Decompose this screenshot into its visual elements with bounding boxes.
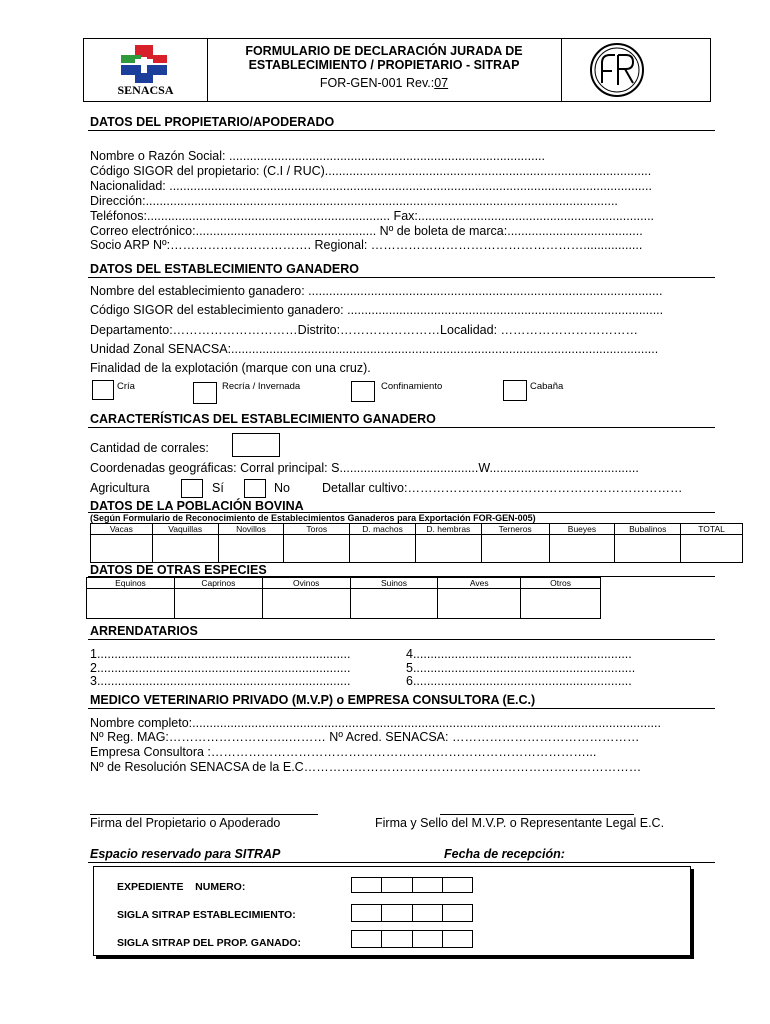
tenant-line[interactable]: 2......................................................................... bbox=[90, 661, 351, 675]
code-box[interactable] bbox=[412, 905, 442, 922]
bovine-cell-input[interactable] bbox=[615, 535, 681, 563]
sitrap-divider bbox=[88, 862, 715, 863]
bovine-subtitle: (Según Formulario de Reconocimiento de Establecimientos Ganaderos para Exportación FOR-GEN-005) bbox=[90, 513, 536, 523]
bovine-cell-input[interactable] bbox=[91, 535, 153, 563]
vet-section-title: MEDICO VETERINARIO PRIVADO (M.V.P) o EMPRESA CONSULTORA (E.C.) bbox=[90, 693, 536, 707]
option-cria-checkbox[interactable] bbox=[92, 380, 114, 400]
tenants-section-title: ARRENDATARIOS bbox=[90, 624, 198, 638]
sigla-prop-code-boxes bbox=[351, 930, 473, 948]
owner-divider bbox=[88, 130, 715, 131]
bovine-cell-input[interactable] bbox=[350, 535, 416, 563]
bovine-cell-input[interactable] bbox=[681, 535, 743, 563]
form-title-line1: FORMULARIO DE DECLARACIÓN JURADA DE bbox=[245, 44, 523, 58]
option-cria-label: Cría bbox=[117, 381, 135, 392]
owner-signature-line[interactable] bbox=[90, 814, 318, 815]
code-box[interactable] bbox=[442, 878, 472, 893]
bovine-cell-input[interactable] bbox=[284, 535, 350, 563]
expediente-code-boxes bbox=[351, 877, 473, 893]
owner-line[interactable]: Nombre o Razón Social: ........................................................................................... bbox=[90, 149, 545, 163]
bovine-input-row bbox=[91, 535, 743, 563]
vet-line[interactable]: Empresa Consultora :………………………………………………………………………………... bbox=[90, 745, 597, 759]
species-col-header: Equinos bbox=[87, 578, 175, 589]
code-box[interactable] bbox=[382, 878, 412, 893]
code-box[interactable] bbox=[412, 878, 442, 893]
sigla-est-code-boxes bbox=[351, 904, 473, 922]
owner-line[interactable]: Correo electrónico:.................................................... Nº de boleta de marca:....................................... bbox=[90, 224, 643, 238]
sigla-est-label: SIGLA SITRAP ESTABLECIMIENTO: bbox=[117, 909, 296, 921]
owner-line[interactable]: Socio ARP Nº:……………………………. Regional: ……………………………………………................. bbox=[90, 238, 643, 252]
species-cell-input[interactable] bbox=[174, 589, 262, 619]
owner-section-title: DATOS DEL PROPIETARIO/APODERADO bbox=[90, 115, 335, 129]
vet-line[interactable]: Nº Reg. MAG:………………………..……… Nº Acred. SENACSA: ……………………………………… bbox=[90, 730, 640, 744]
vet-signature-label: Firma y Sello del M.V.P. o Representante Legal E.C. bbox=[375, 816, 665, 830]
establishment-line[interactable]: Nombre del establecimiento ganadero: ...................................................................................................... bbox=[90, 284, 663, 298]
option-confinamiento-checkbox[interactable] bbox=[351, 381, 375, 402]
bovine-col-header: Toros bbox=[284, 524, 350, 535]
bovine-cell-input[interactable] bbox=[481, 535, 549, 563]
option-recria-label: Recría / Invernada bbox=[222, 381, 301, 392]
bovine-col-header: Terneros bbox=[481, 524, 549, 535]
bovine-col-header: TOTAL bbox=[681, 524, 743, 535]
option-cabana-checkbox[interactable] bbox=[503, 380, 527, 401]
species-col-header: Otros bbox=[521, 578, 601, 589]
agri-si-label: Sí bbox=[212, 481, 224, 495]
senacsa-logo-icon bbox=[121, 45, 167, 83]
logo-cell bbox=[84, 39, 208, 101]
owner-signature-label: Firma del Propietario o Apoderado bbox=[90, 816, 281, 830]
sigla-prop-label: SIGLA SITRAP DEL PROP. GANADO: bbox=[117, 937, 301, 949]
form-code bbox=[207, 76, 561, 90]
species-cell-input[interactable] bbox=[87, 589, 175, 619]
species-col-header: Suinos bbox=[350, 578, 438, 589]
expediente-label: EXPEDIENTE NUMERO: bbox=[117, 881, 246, 893]
owner-line[interactable]: Teléfonos:...................................................................... Fax:.................................................................... bbox=[90, 209, 655, 223]
establishment-line[interactable]: Código SIGOR del establecimiento ganadero: ........................................................................................... bbox=[90, 303, 664, 317]
agri-si-checkbox[interactable] bbox=[181, 479, 203, 498]
species-cell-input[interactable] bbox=[262, 589, 350, 619]
option-cabana-label: Cabaña bbox=[530, 381, 564, 392]
bovine-cell-input[interactable] bbox=[218, 535, 284, 563]
establishment-section-title: DATOS DEL ESTABLECIMIENTO GANADERO bbox=[90, 262, 360, 276]
establishment-line[interactable]: Departamento:…………………………Distrito:……………………Localidad: …………………………… bbox=[90, 323, 639, 337]
ar-seal-icon bbox=[588, 41, 646, 99]
vet-line[interactable]: Nombre completo:....................................................................................................................................... bbox=[90, 716, 661, 730]
establishment-line[interactable]: Unidad Zonal SENACSA:........................................................................................................................... bbox=[90, 342, 659, 356]
species-col-header: Caprinos bbox=[174, 578, 262, 589]
code-box[interactable] bbox=[382, 905, 412, 922]
agri-no-label: No bbox=[274, 481, 290, 495]
bovine-cell-input[interactable] bbox=[415, 535, 481, 563]
bovine-cell-input[interactable] bbox=[152, 535, 218, 563]
code-box[interactable] bbox=[412, 931, 442, 948]
coords-line[interactable]: Coordenadas geográficas: Corral principal: S........................................W........................................... bbox=[90, 461, 639, 475]
characteristics-divider bbox=[88, 427, 715, 428]
owner-line[interactable]: Nacionalidad: ........................................................................................................................................... bbox=[90, 179, 652, 193]
owner-line[interactable]: Código SIGOR del propietario: (C.I / RUC).............................................................................................. bbox=[90, 164, 652, 178]
species-cell-input[interactable] bbox=[521, 589, 601, 619]
corrales-label: Cantidad de corrales: bbox=[90, 441, 209, 455]
species-cell-input[interactable] bbox=[438, 589, 521, 619]
code-box[interactable] bbox=[352, 931, 382, 948]
species-cell-input[interactable] bbox=[350, 589, 438, 619]
tenant-line[interactable]: 3......................................................................... bbox=[90, 674, 351, 688]
form-rev: 07 bbox=[434, 76, 449, 90]
bovine-cell-input[interactable] bbox=[549, 535, 615, 563]
other-species-table bbox=[86, 577, 601, 619]
species-input-row bbox=[87, 589, 601, 619]
establishment-line: Finalidad de la explotación (marque con una cruz). bbox=[90, 361, 371, 375]
corrales-input[interactable] bbox=[232, 433, 280, 457]
detalle-cultivo-line[interactable]: Detallar cultivo:………………………………………………………… bbox=[322, 481, 683, 495]
code-box[interactable] bbox=[442, 905, 472, 922]
tenant-line[interactable]: 6............................................................... bbox=[406, 674, 632, 688]
code-box[interactable] bbox=[352, 905, 382, 922]
title-cell bbox=[207, 39, 562, 101]
bovine-table bbox=[90, 523, 743, 563]
bovine-col-header: Bueyes bbox=[549, 524, 615, 535]
code-box[interactable] bbox=[352, 878, 382, 893]
bovine-section-title: DATOS DE LA POBLACIÓN BOVINA bbox=[90, 499, 304, 513]
bovine-col-header: D. machos bbox=[350, 524, 416, 535]
bovine-col-header: D. hembras bbox=[415, 524, 481, 535]
vet-divider bbox=[88, 708, 715, 709]
species-header-row bbox=[87, 578, 601, 589]
code-box[interactable] bbox=[442, 931, 472, 948]
reception-date-label: Fecha de recepción: bbox=[444, 847, 565, 861]
bovine-header-row bbox=[91, 524, 743, 535]
sitrap-reserved-label: Espacio reservado para SITRAP bbox=[90, 847, 281, 861]
establishment-divider bbox=[88, 277, 715, 278]
code-box[interactable] bbox=[382, 931, 412, 948]
vet-line[interactable]: Nº de Resolución SENACSA de la E.C……………………………………………………………………… bbox=[90, 760, 642, 774]
bovine-col-header: Bubalinos bbox=[615, 524, 681, 535]
bovine-col-header: Vaquillas bbox=[152, 524, 218, 535]
vet-signature-line[interactable] bbox=[440, 814, 634, 815]
logo-text: SENACSA bbox=[117, 83, 174, 97]
header-box bbox=[83, 38, 711, 102]
tenants-divider bbox=[88, 639, 715, 640]
tenant-line[interactable]: 4............................................................... bbox=[406, 647, 632, 661]
tenant-line[interactable]: 1......................................................................... bbox=[90, 647, 351, 661]
tenant-line[interactable]: 5................................................................ bbox=[406, 661, 636, 675]
seal-cell bbox=[561, 39, 710, 101]
bovine-col-header: Novillos bbox=[218, 524, 284, 535]
species-col-header: Ovinos bbox=[262, 578, 350, 589]
form-code-label: FOR-GEN-001 Rev.: bbox=[319, 76, 435, 90]
bovine-col-header: Vacas bbox=[91, 524, 153, 535]
other-species-section-title: DATOS DE OTRAS ESPECIES bbox=[90, 563, 267, 577]
agri-label: Agricultura bbox=[90, 481, 150, 495]
owner-line[interactable]: Dirección:........................................................................................................................................ bbox=[90, 194, 618, 208]
form-title-line2: ESTABLECIMIENTO / PROPIETARIO - SITRAP bbox=[248, 58, 520, 72]
option-recria-checkbox[interactable] bbox=[193, 382, 217, 404]
option-confinamiento-label: Confinamiento bbox=[381, 381, 443, 392]
characteristics-section-title: CARACTERÍSTICAS DEL ESTABLECIMIENTO GANADERO bbox=[90, 412, 436, 426]
agri-no-checkbox[interactable] bbox=[244, 479, 266, 498]
species-col-header: Aves bbox=[438, 578, 521, 589]
